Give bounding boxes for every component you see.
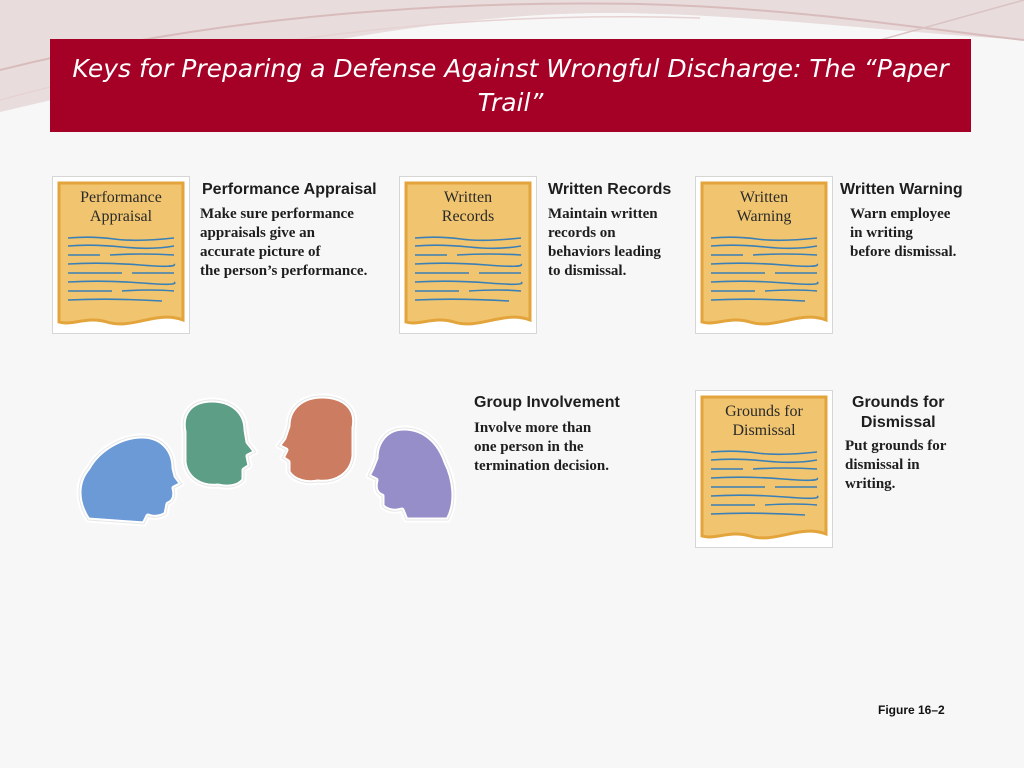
description-line: records on	[548, 225, 616, 241]
document-label-line: Dismissal	[732, 422, 796, 439]
description-line: Put grounds for	[845, 438, 947, 454]
document-label-line: Performance	[80, 189, 162, 206]
document-label-line: Appraisal	[89, 208, 153, 225]
title-banner	[50, 39, 971, 132]
document-label-line: Written	[443, 189, 493, 206]
description-line: Involve more than	[474, 420, 592, 436]
document-label	[695, 188, 833, 226]
description-line: to dismissal.	[548, 263, 627, 279]
description-line: termination decision.	[474, 458, 609, 474]
description-written-warning	[850, 205, 956, 262]
heading-grounds-for-dismissal	[852, 393, 944, 433]
group-heads-illustration	[70, 392, 460, 532]
document-label	[52, 188, 190, 226]
description-line: Warn employee	[850, 206, 951, 222]
document-label-line: Records	[441, 208, 495, 225]
description-group-involvement	[474, 419, 609, 476]
description-line: writing.	[845, 476, 896, 492]
document-label	[695, 402, 833, 440]
description-line: the person’s performance.	[200, 263, 368, 279]
description-line: one person in the	[474, 439, 584, 455]
female-head-silhouette-icon	[79, 436, 182, 524]
male-head-silhouette-icon	[183, 400, 256, 487]
description-line: before dismissal.	[850, 244, 957, 260]
female-head-silhouette-icon	[368, 428, 454, 520]
description-line: dismissal in	[845, 457, 920, 473]
document-icon-written-records	[399, 176, 537, 334]
description-written-records	[548, 205, 661, 281]
document-label	[399, 188, 537, 226]
heading-performance-appraisal: Performance Appraisal	[202, 181, 377, 198]
document-label-line: Written	[739, 189, 789, 206]
heading-written-warning: Written Warning	[840, 181, 963, 198]
description-line: Make sure performance	[200, 206, 354, 222]
heading-written-records: Written Records	[548, 181, 672, 198]
document-icon-grounds-for-dismissal	[695, 390, 833, 548]
document-icon-written-warning	[695, 176, 833, 334]
slide-title: Keys for Preparing a Defense Against Wrongful Discharge: The “Paper Trail”	[72, 53, 949, 117]
document-icon-performance-appraisal	[52, 176, 190, 334]
description-line: in writing	[850, 225, 913, 241]
male-head-silhouette-icon	[278, 396, 355, 483]
heading-line: Grounds for	[852, 394, 945, 411]
description-line: behaviors leading	[548, 244, 661, 260]
description-performance-appraisal	[200, 205, 367, 281]
figure-label: Figure 16–2	[878, 703, 945, 717]
description-line: accurate picture of	[200, 244, 321, 260]
description-line: Maintain written	[548, 206, 658, 222]
description-grounds-for-dismissal	[845, 437, 946, 494]
heading-group-involvement: Group Involvement	[474, 394, 620, 411]
document-label-line: Grounds for	[725, 403, 803, 420]
heading-line: Dismissal	[860, 414, 936, 431]
description-line: appraisals give an	[200, 225, 316, 241]
document-label-line: Warning	[736, 208, 792, 225]
